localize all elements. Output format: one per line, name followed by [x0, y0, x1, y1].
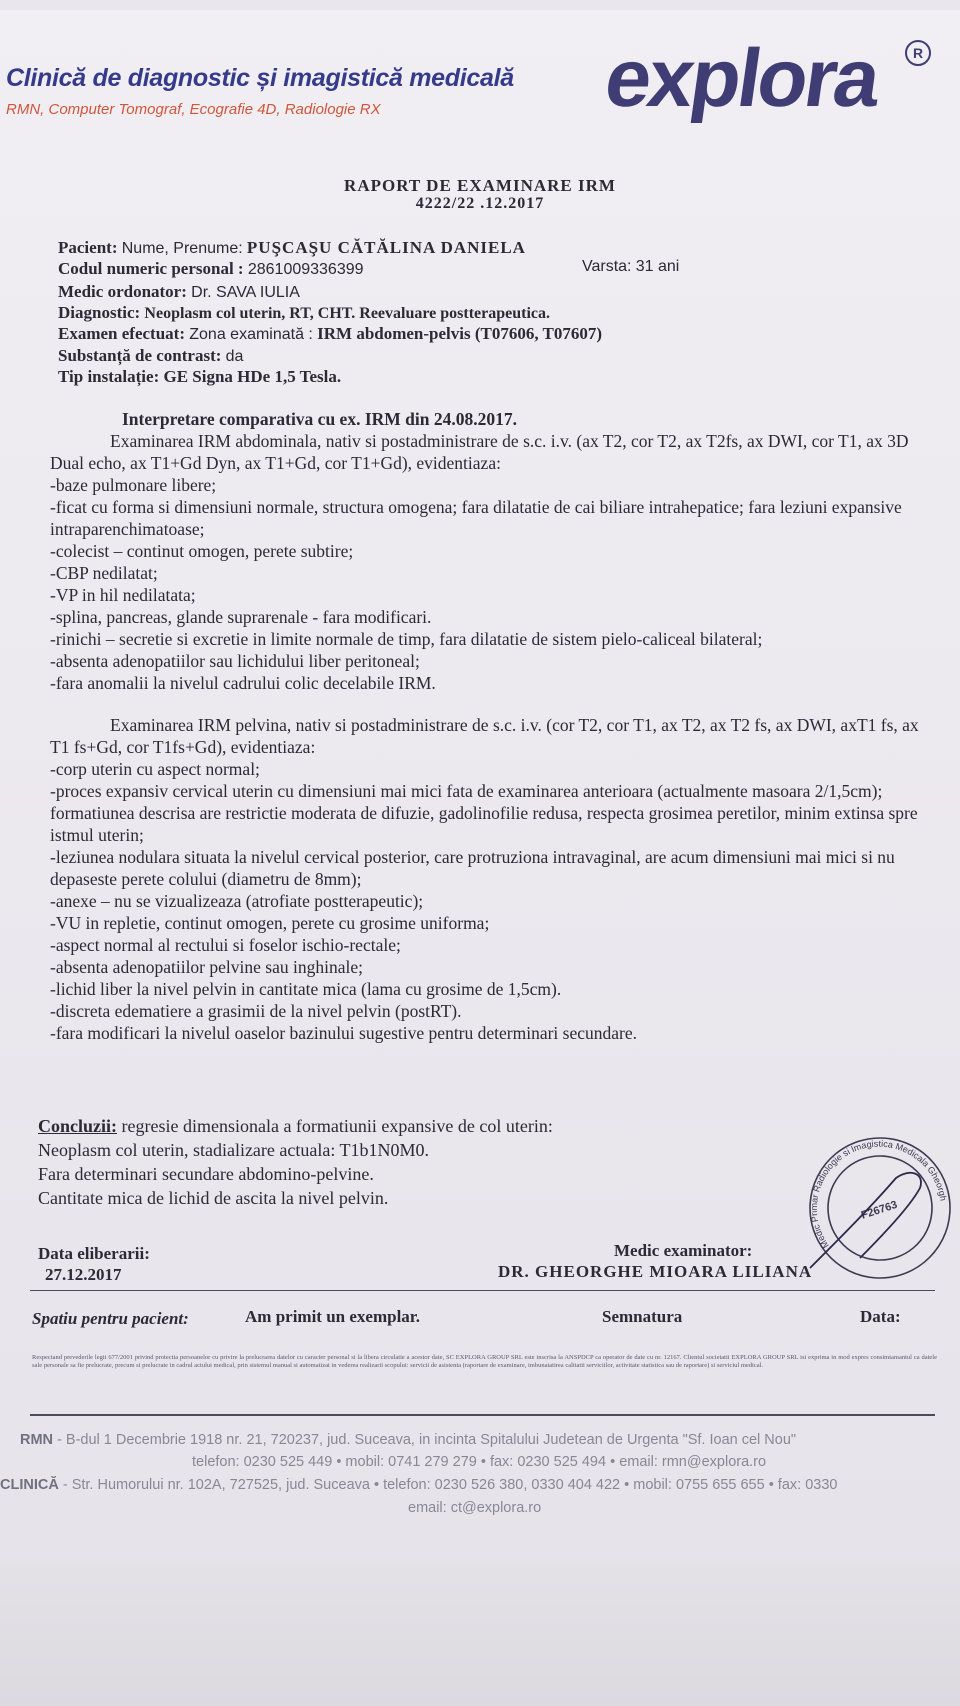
cnp-value: 2861009336399	[247, 261, 364, 278]
footer-divider	[30, 1414, 935, 1416]
footer-rmn-line	[20, 1432, 796, 1448]
clinic-services: RMN, Computer Tomograf, Ecografie 4D, Radiologie RX	[6, 101, 381, 118]
report-title: RAPORT DE EXAMINARE IRM	[344, 176, 616, 195]
signature-label: Semnatura	[602, 1307, 683, 1326]
doctor-line	[58, 282, 300, 302]
finding-item: -VU in repletie, continut omogen, perete cu grosime uniforma;	[50, 913, 490, 933]
explora-logo: explora	[599, 33, 884, 124]
rmn-contact: telefon: 0230 525 449 • mobil: 0741 279 279 • fax: 0230 525 494 • email: rmn@explora.ro	[192, 1454, 767, 1470]
diagnosis-label: Diagnostic:	[58, 303, 141, 322]
patient-name: PUŞCAŞU CĂTĂLINA DANIELA	[246, 238, 526, 257]
patient-space-text: Am primit un exemplar.	[245, 1307, 421, 1326]
finding-item: -discreta edematiere a grasimii de la nivel pelvin (postRT).	[50, 1001, 462, 1021]
release-date-value: 27.12.2017	[45, 1265, 122, 1284]
name-label: Nume, Prenume:	[121, 240, 243, 257]
conclusion-line: Fara determinari secundare abdomino-pelvine.	[38, 1164, 374, 1184]
abdominal-intro: Examinarea IRM abdominala, nativ si postadministrare de s.c. i.v. (ax T2, cor T2, ax T2fs, ax DWI, cor T1, ax 3D Dual echo, ax T1+Gd Dyn, ax T1+Gd, cor T1+Gd), evidentiaza:	[50, 431, 909, 473]
finding-item: -ficat cu forma si dimensiuni normale, structura omogena; fara dilatatie de cai biliare intrahepatice; fara leziuni expansive intraparenchimatoase;	[50, 497, 902, 539]
age-line	[582, 256, 679, 276]
finding-item: -CBP nedilatat;	[50, 563, 158, 583]
registered-mark-icon: R	[905, 40, 931, 66]
clinic-name: Clinică de diagnostic și imagistică medicală	[6, 64, 514, 92]
finding-item: -colecist – continut omogen, perete subtire;	[50, 541, 354, 561]
rmn-label: RMN	[20, 1432, 54, 1448]
install-label: Tip instalație:	[58, 367, 160, 386]
finding-item: -baze pulmonare libere;	[50, 475, 217, 495]
age-value: 31 ani	[635, 258, 680, 275]
report-number: 4222/22 .12.2017	[415, 195, 545, 212]
clinic-label: CLINICĂ	[0, 1477, 59, 1493]
stamp-text: Medic Primar Radiologie si Imagistica Medicala Gheorghe	[808, 1138, 949, 1251]
footer-clinic-line	[0, 1477, 837, 1493]
finding-item: -leziunea nodulara situata la nivelul cervical posterior, care protruziona intravaginal, are acum dimensiuni mai mici si nu depaseste perete colului (diametru de 8mm);	[50, 847, 895, 889]
finding-item: -VP in hil nedilatata;	[50, 585, 196, 605]
examiner-name: DR. GHEORGHE MIOARA LILIANA	[498, 1262, 813, 1281]
conclusions-label: Concluzii:	[38, 1116, 117, 1136]
stamp-code: F26763	[859, 1198, 899, 1222]
finding-item: -splina, pancreas, glande suprarenale - fara modificari.	[50, 607, 432, 627]
conclusion-line: Neoplasm col uterin, stadializare actuala: T1b1N0M0.	[38, 1140, 430, 1160]
cnp-line	[58, 259, 364, 279]
finding-item: -corp uterin cu aspect normal;	[50, 759, 260, 779]
interpretation-heading: Interpretare comparativa cu ex. IRM din 24.08.2017.	[122, 409, 517, 429]
pelvic-intro: Examinarea IRM pelvina, nativ si postadministrare de s.c. i.v. (cor T2, cor T1, ax T2, ax T2 fs, ax DWI, axT1 fs, ax T1 fs+Gd, cor T1fs+Gd), evidentiaza:	[50, 715, 919, 757]
examiner-label: Medic examinator:	[614, 1241, 753, 1260]
conclusion-line	[38, 1115, 553, 1137]
exam-label: Examen efectuat:	[58, 324, 185, 343]
medical-stamp	[800, 1118, 960, 1288]
conclusion-line: Cantitate mica de lichid de ascita la nivel pelvin.	[38, 1188, 389, 1208]
finding-item: -proces expansiv cervical uterin cu dimensiuni mai mici fata de examinarea anterioara (actualmente masoara 2/1,5cm); formatiunea descrisa are restrictie moderata de difuzie, gadolinofilie redusa, respecta grosimea peretilor, minim extinsa spre istmul uterin;	[50, 781, 918, 845]
finding-item: -rinichi – secretie si excretie in limite normale de timp, fara dilatatie de sistem pielo-caliceal bilateral;	[50, 629, 763, 649]
doctor-value: Dr. SAVA IULIA	[191, 284, 300, 301]
interpretation-section	[50, 408, 920, 1044]
release-date-label: Data eliberarii:	[38, 1244, 150, 1263]
install-value: GE Signa HDe 1,5 Tesla.	[163, 367, 342, 386]
contrast-line	[58, 346, 243, 366]
exam-zone-label: Zona examinată :	[189, 326, 313, 343]
finding-item: -fara modificari la nivelul oaselor bazinului sugestive pentru determinari secundare.	[50, 1023, 637, 1043]
diagnosis-line	[58, 303, 550, 323]
installation-line	[58, 367, 341, 387]
finding-item: -absenta adenopatiilor sau lichidului liber peritoneal;	[50, 651, 420, 671]
age-label: Varsta:	[582, 258, 632, 275]
exam-value: IRM abdomen-pelvis (T07606, T07607)	[317, 324, 603, 343]
legal-notice: Respectand prevederile legii 677/2001 privind protectia persoanelor cu privire la prelucrarea datelor cu caracter personal si la libera circulatie a acestor date, SC EXPLORA GROUP SRL este inscrisa la ANSPDCP ca operator de date cu nr. 12167. Clientul societatii EXPLORA GROUP SRL isi exprima in mod expres consimtamantul ca datele sale personale sa fie prelucrate, precum si prelucrate in cadrul actului medical, prin sistemul manual si automatizat in vederea realizarii scopului: servicii de asistenta (raportare de examinare, imbunatatirea calitatii serviciilor, activitate statistica sau de raportare) si serviciul medical.	[32, 1354, 937, 1369]
clinic-email: email: ct@explora.ro	[408, 1500, 542, 1516]
pelvic-findings-list	[50, 758, 920, 1044]
rmn-address: - B-dul 1 Decembrie 1918 nr. 21, 720237, jud. Suceava, in incinta Spitalului Judetean de Urgenta "Sf. Ioan cel Nou"	[57, 1432, 797, 1448]
contrast-value: da	[225, 348, 244, 365]
patient-label: Pacient:	[58, 238, 118, 257]
finding-item: -fara anomalii la nivelul cadrului colic decelabile IRM.	[50, 673, 436, 693]
abdominal-findings-list	[50, 474, 920, 694]
finding-item: -aspect normal al rectului si foselor ischio-rectale;	[50, 935, 401, 955]
finding-item: -absenta adenopatiilor pelvine sau inghinale;	[50, 957, 363, 977]
clinic-address: - Str. Humorului nr. 102A, 727525, jud. Suceava • telefon: 0230 526 380, 0330 404 422 • mobil: 0755 655 655 • fax: 0330	[62, 1477, 838, 1493]
exam-line	[58, 324, 602, 344]
diagnosis-value: Neoplasm col uterin, RT, CHT. Reevaluare postterapeutica.	[144, 305, 551, 322]
table-surface	[0, 1560, 960, 1706]
conclusion-text: regresie dimensionala a formatiunii expansive de col uterin:	[121, 1116, 553, 1136]
patient-name-line	[58, 238, 526, 258]
finding-item: -anexe – nu se vizualizeaza (atrofiate postterapeutic);	[50, 891, 424, 911]
patient-space-label: Spatiu pentru pacient:	[32, 1309, 189, 1328]
cnp-label: Codul numeric personal :	[58, 259, 244, 278]
doctor-label: Medic ordonator:	[58, 282, 187, 301]
finding-item: -lichid liber la nivel pelvin in cantitate mica (lama cu grosime de 1,5cm).	[50, 979, 562, 999]
contrast-label: Substanță de contrast:	[58, 346, 222, 365]
divider	[30, 1290, 935, 1291]
date-label: Data:	[860, 1307, 901, 1326]
